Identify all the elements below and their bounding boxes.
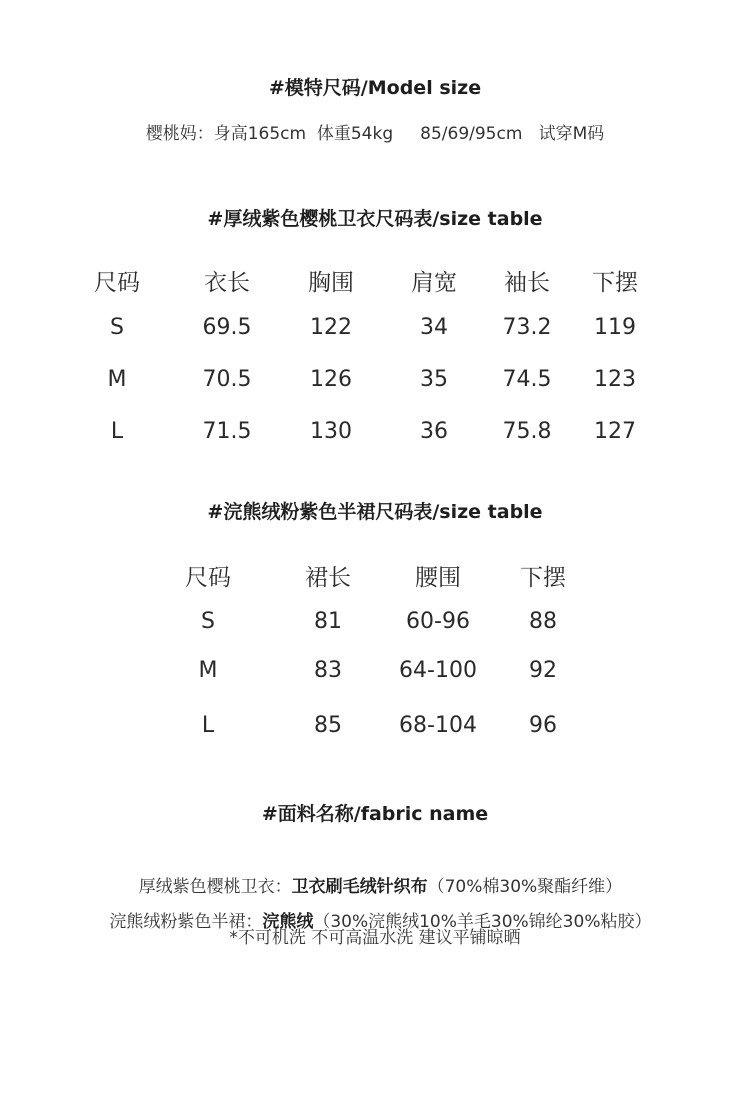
measurement-cell: 71.5 (202, 419, 252, 444)
measurement-cell: 130 (310, 419, 352, 444)
fabric-material: 浣熊绒 (262, 912, 314, 932)
size-label-cell: M (198, 658, 218, 683)
measurement-cell: 126 (310, 367, 352, 392)
measurement-cell: 64-100 (399, 658, 477, 683)
column-header: 下摆 (592, 270, 638, 296)
measurement-cell: 123 (594, 367, 636, 392)
measurement-cell: 75.8 (502, 419, 552, 444)
measurement-cell: 85 (314, 713, 342, 738)
skirt-size-table-heading: #浣熊绒粉紫色半裙尺码表/size table (207, 501, 543, 523)
column-header: 尺码 (185, 565, 231, 591)
measurement-cell: 74.5 (502, 367, 552, 392)
measurement-cell: 122 (310, 315, 352, 340)
column-header: 袖长 (504, 270, 550, 296)
column-header: 裙长 (305, 565, 351, 591)
measurement-cell: 83 (314, 658, 342, 683)
column-header: 腰围 (415, 565, 461, 591)
top-size-table-heading: #厚绒紫色樱桃卫衣尺码表/size table (207, 208, 543, 230)
size-label-cell: S (201, 609, 215, 634)
measurement-cell: 69.5 (202, 315, 252, 340)
fabric-item-name: 浣熊绒粉紫色半裙： (109, 912, 263, 932)
model-measurements: 樱桃妈：身高165cm 体重54kg 85/69/95cm 试穿M码 (145, 124, 605, 144)
size-label-cell: L (110, 419, 124, 444)
fabric-material: 卫衣刷毛绒针织布 (291, 877, 428, 897)
measurement-cell: 92 (529, 658, 557, 683)
measurement-cell: 81 (314, 609, 342, 634)
care-instructions: *不可机洗 不可高温水洗 建议平铺晾晒 (229, 928, 521, 948)
measurement-cell: 73.2 (502, 315, 552, 340)
fabric-composition: （30%浣熊绒10%羊毛30%锦纶30%粘胶） (313, 912, 652, 932)
size-label-cell: S (110, 315, 124, 340)
fabric-item-name: 厚绒紫色樱桃卫衣： (138, 877, 292, 897)
measurement-cell: 34 (420, 315, 448, 340)
measurement-cell: 119 (594, 315, 636, 340)
size-label-cell: L (201, 713, 215, 738)
fabric-composition: （70%棉30%聚酯纤维） (427, 877, 623, 897)
measurement-cell: 60-96 (406, 609, 470, 634)
measurement-cell: 88 (529, 609, 557, 634)
measurement-cell: 70.5 (202, 367, 252, 392)
column-header: 衣长 (204, 270, 250, 296)
column-header: 肩宽 (411, 270, 457, 296)
column-header: 下摆 (520, 565, 566, 591)
measurement-cell: 68-104 (399, 713, 477, 738)
measurement-cell: 96 (529, 713, 557, 738)
measurement-cell: 36 (420, 419, 448, 444)
size-label-cell: M (107, 367, 127, 392)
model-size-heading: #模特尺码/Model size (268, 77, 482, 99)
measurement-cell: 127 (594, 419, 636, 444)
measurement-cell: 35 (420, 367, 448, 392)
column-header: 尺码 (94, 270, 140, 296)
fabric-name-heading: #面料名称/fabric name (261, 803, 489, 825)
column-header: 胸围 (308, 270, 354, 296)
